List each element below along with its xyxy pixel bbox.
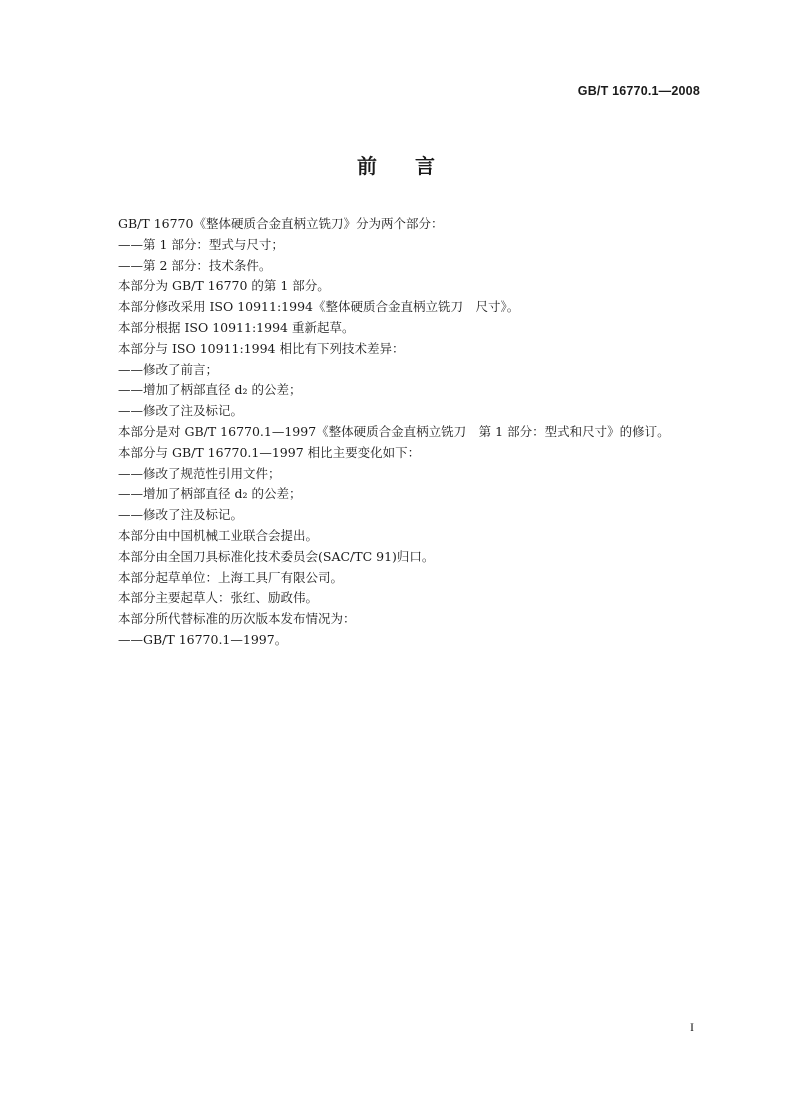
text-line: ——修改了注及标记。: [118, 403, 244, 419]
text-line: 本部分与 GB/T 16770.1—1997 相比主要变化如下：: [118, 444, 421, 460]
text-line: 本部分所代替标准的历次版本发布情况为：: [118, 611, 356, 627]
body-text: [118, 214, 718, 651]
text-line: 本部分根据 ISO 10911:1994 重新起草。: [118, 319, 355, 335]
text-line: 本部分由全国刀具标准化技术委员会(SAC/TC 91)归口。: [118, 548, 435, 564]
text-line: 本部分修改采用 ISO 10911:1994《整体硬质合金直柄立铣刀 尺寸》。: [118, 299, 520, 315]
text-line: 本部分主要起草人：张红、励政伟。: [118, 590, 319, 606]
page-number: I: [690, 1020, 694, 1034]
page-title: 前言: [357, 154, 473, 178]
text-line: 本部分起草单位：上海工具厂有限公司。: [118, 569, 344, 585]
text-line: 本部分为 GB/T 16770 的第 1 部分。: [118, 278, 330, 294]
text-line: ——修改了注及标记。: [118, 507, 244, 523]
text-line: ——GB/T 16770.1—1997。: [118, 631, 288, 647]
text-line: 本部分与 ISO 10911:1994 相比有下列技术差异：: [118, 340, 405, 356]
text-line: ——增加了柄部直径 d₂ 的公差；: [118, 486, 302, 502]
text-line: ——增加了柄部直径 d₂ 的公差；: [118, 382, 302, 398]
text-line: 本部分由中国机械工业联合会提出。: [118, 527, 319, 543]
text-line: 本部分是对 GB/T 16770.1—1997《整体硬质合金直柄立铣刀 第 1 部分：型式和尺寸》的修订。: [118, 423, 670, 439]
text-line: ——第 2 部分：技术条件。: [118, 257, 272, 273]
text-line: ——修改了规范性引用文件；: [118, 465, 281, 481]
text-line: ——修改了前言；: [118, 361, 219, 377]
standard-code: GB/T 16770.1—2008: [577, 84, 700, 98]
text-line: ——第 1 部分：型式与尺寸；: [118, 236, 284, 252]
text-line: GB/T 16770《整体硬质合金直柄立铣刀》分为两个部分：: [118, 216, 444, 231]
